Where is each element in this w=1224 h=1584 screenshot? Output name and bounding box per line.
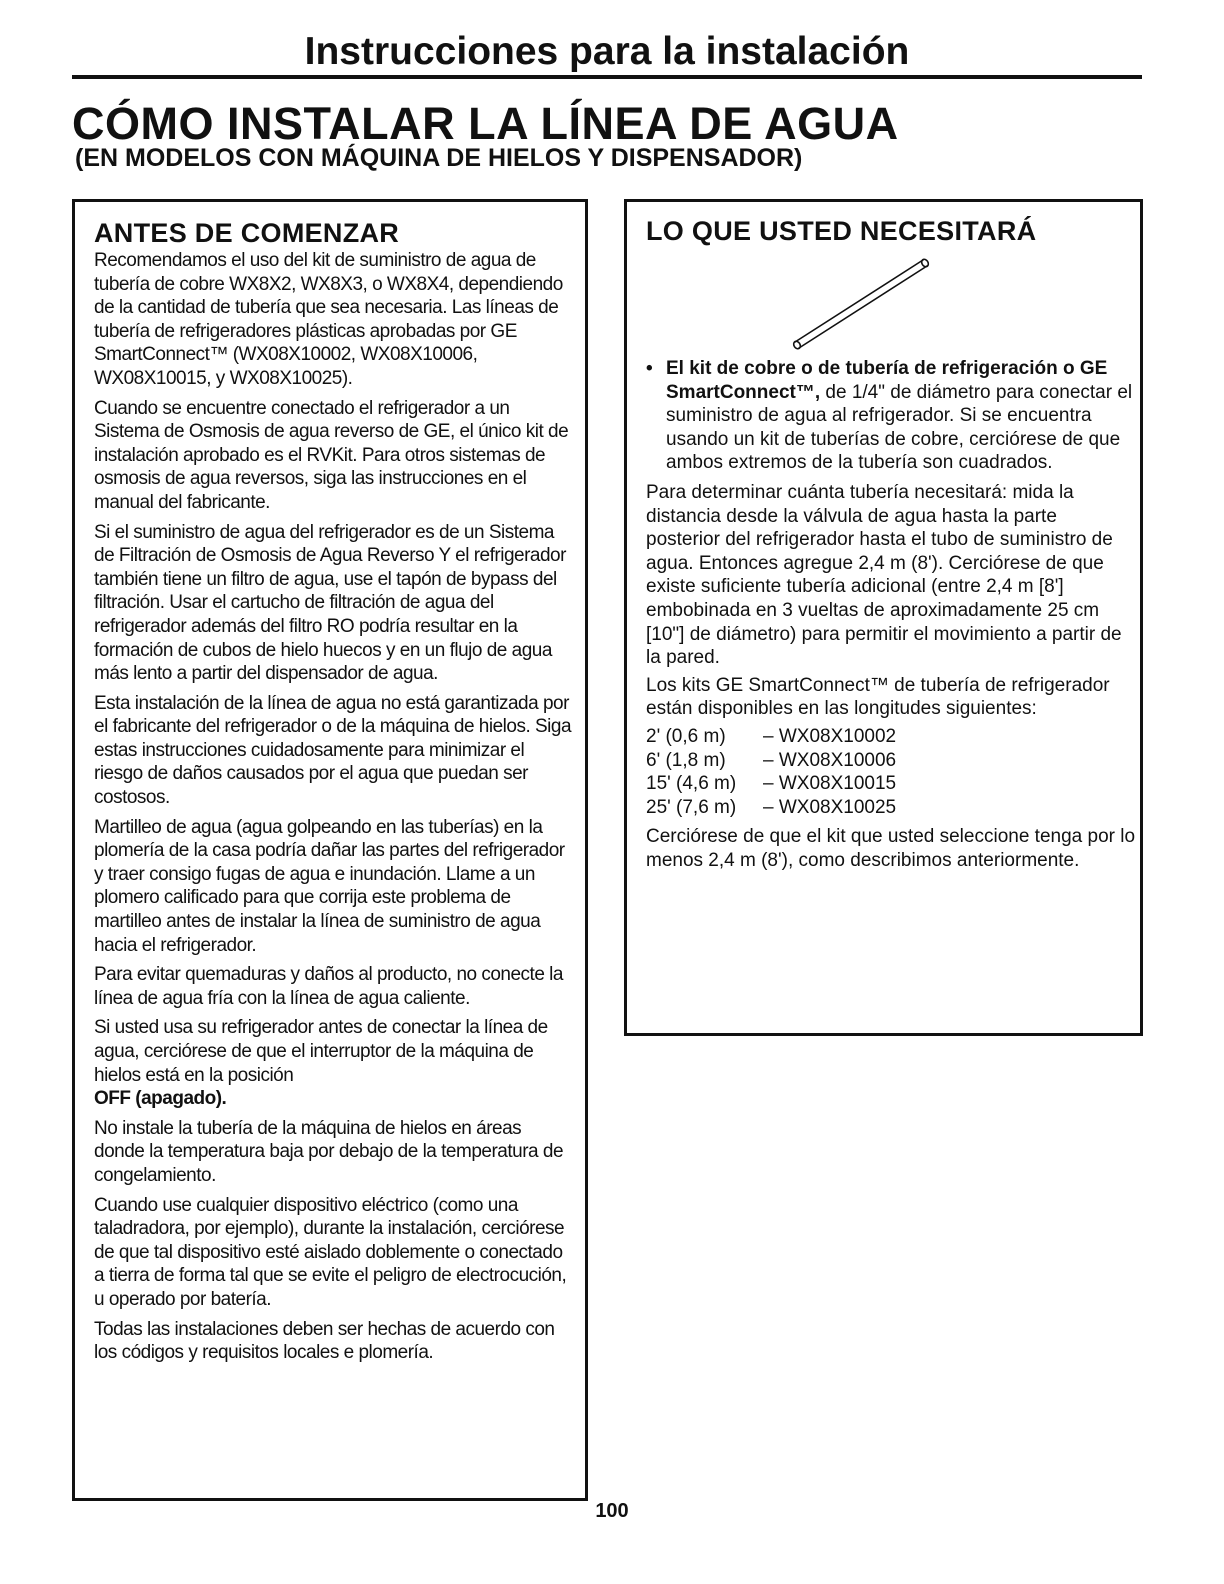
kit-length: 2' (0,6 m) [646, 725, 726, 747]
tubing-kit-name: El kit de cobre o de tubería de refrigeración o GE SmartConnect™, [666, 358, 1108, 403]
tubing-kit-bullet [646, 357, 1136, 475]
paragraph: Para determinar cuánta tubería necesitará: mida la distancia desde la válvula de agua hasta la parte posterior del refrigerador hasta el tubo de suministro de agua. Entonces agregue 2,4 m (8'). Cerciórese de que existe suficiente tubería adicional (entre 2,4 m [8'] embobinada en 3 vueltas de aproximadamente 25 cm [10"] de diámetro) para permitir el movimiento a partir de la pared. [646, 481, 1122, 669]
paragraph: Cuando se encuentre conectado el refrigerador a un Sistema de Osmosis de agua reverso de GE, el único kit de instalación aprobado es el RVKit. Para otros sistemas de osmosis de agua reversos, siga las instrucciones en el manual del fabricante. [94, 397, 569, 513]
before-you-begin-body [94, 249, 574, 1371]
tubing-kit-description: de 1/4" de diámetro para conectar el suministro de agua al refrigerador. Si se encuentra usando un kit de tuberías de cobre, cerciórese de que ambos extremos de la tubería son cuadrados. [666, 381, 1133, 474]
paragraph: Todas las instalaciones deben ser hechas de acuerdo con los códigos y requisitos locales e plomería. [94, 1318, 555, 1364]
paragraph: Los kits GE SmartConnect™ de tubería de refrigerador están disponibles en las longitudes siguientes: [646, 674, 1110, 720]
paragraph: Esta instalación de la línea de agua no está garantizada por el fabricante del refrigerador o de la máquina de hielos. Siga estas instrucciones cuidadosamente para minimizar el riesgo de daños causados por el agua que puedan ser costosos. [94, 692, 572, 809]
list-item [646, 796, 1136, 820]
paragraph: Si el suministro de agua del refrigerador es de un Sistema de Filtración de Osmosis de Agua Reverso Y el refrigerador también tiene un filtro de agua, use el tapón de bypass del filtración. Usar el cartucho de filtración de agua del refrigerador además del filtro RO podría resultar en la formación de cubos de hielo huecos y en un flujo de agua más lento a partir del dispensador de agua. [94, 521, 566, 685]
what-you-need-heading: LO QUE USTED NECESITARÁ [646, 216, 1037, 246]
paragraph: No instale la tubería de la máquina de hielos en áreas donde la temperatura baja por debajo de la temperatura de congelamiento. [94, 1117, 564, 1186]
paragraph: Recomendamos el uso del kit de suministro de agua de tubería de cobre WX8X2, WX8X3, o WX8X4, dependiendo de la cantidad de tubería que sea necesaria. Las líneas de tubería de refrigeradores plásticas aprobadas por GE SmartConnect™ (WX08X10002, WX08X10006, WX08X10015, y WX08X10025). [94, 250, 563, 389]
paragraph: Para evitar quemaduras y daños al producto, no conecte la línea de agua fría con la línea de agua caliente. [94, 964, 563, 1009]
paragraph [94, 1016, 574, 1110]
kit-part-number: – WX08X10025 [763, 796, 897, 818]
kit-part-number: – WX08X10002 [763, 725, 897, 747]
off-setting-label: OFF (apagado). [94, 1088, 227, 1110]
before-you-begin-heading: ANTES DE COMENZAR [94, 218, 400, 248]
kit-lengths-list [646, 725, 1136, 819]
kit-length: 15' (4,6 m) [646, 773, 737, 795]
bullet-icon: • [646, 358, 653, 379]
paragraph: Martilleo de agua (agua golpeando en las tuberías) en la plomería de la casa podría dañar las partes del refrigerador y traer consigo fugas de agua e inundación. Llame a un plomero calificado para que corrija este problema de martilleo antes de instalar la línea de suministro de agua hacia el refrigerador. [94, 816, 565, 956]
what-you-need-body [646, 357, 1136, 876]
kit-length: 6' (1,8 m) [646, 749, 726, 771]
kit-length: 25' (7,6 m) [646, 796, 737, 818]
switch-instruction: Si usted usa su refrigerador antes de conectar la línea de agua, cerciórese de que el interruptor de la máquina de hielos está en la posición [94, 1017, 548, 1086]
paragraph: Cerciórese de que el kit que usted seleccione tenga por lo menos 2,4 m (8'), como describimos anteriormente. [646, 826, 1136, 871]
before-you-begin-box [72, 199, 588, 1501]
what-you-need-box [624, 199, 1143, 1036]
page-number: 100 [595, 1500, 629, 1522]
kit-part-number: – WX08X10015 [763, 773, 897, 795]
list-item [646, 772, 1136, 796]
header-divider [72, 75, 1142, 79]
paragraph: Cuando use cualquier dispositivo eléctrico (como una taladradora, por ejemplo), durante la instalación, cerciórese de que tal dispositivo esté aislado doblemente o conectado a tierra de forma tal que se evite el peligro de electrocución, u operado por batería. [94, 1194, 567, 1310]
page-header-title: Instrucciones para la instalación [304, 30, 910, 73]
section-title: CÓMO INSTALAR LA LÍNEA DE AGUA [72, 98, 899, 149]
list-item [646, 749, 1136, 773]
kit-part-number: – WX08X10006 [763, 749, 897, 771]
section-subtitle: (EN MODELOS CON MÁQUINA DE HIELOS Y DISPENSADOR) [75, 144, 803, 172]
tubing-illustration [787, 254, 947, 354]
list-item [646, 725, 1136, 749]
tubing-icon [792, 258, 929, 350]
